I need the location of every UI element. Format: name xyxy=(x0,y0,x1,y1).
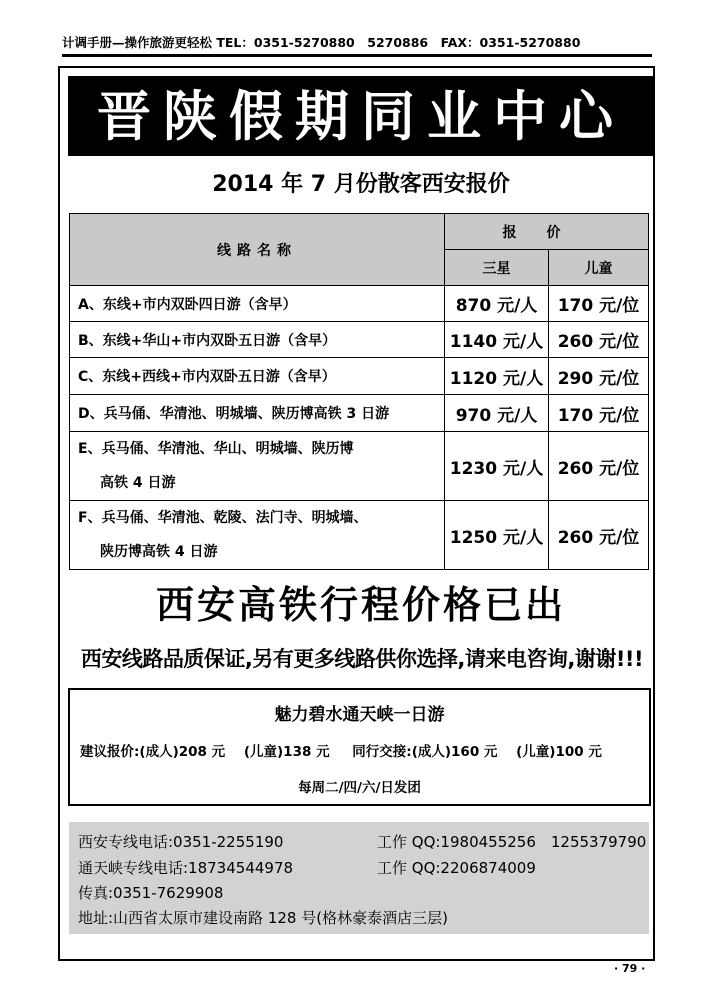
adult-price: 1250 元/人 xyxy=(445,501,549,570)
route-line: D、兵马俑、华清池、明城墙、陕历博高铁 3 日游 xyxy=(78,406,390,422)
child-price: 260 元/位 xyxy=(549,501,649,570)
table-row xyxy=(70,395,649,432)
child-price: 170 元/位 xyxy=(549,395,649,432)
child-price: 260 元/位 xyxy=(549,432,649,501)
route-name xyxy=(70,501,445,570)
route-line-continued: 陕历博高铁 4 日游 xyxy=(100,544,218,560)
route-name xyxy=(70,395,445,432)
route-line: F、兵马俑、华清池、乾陵、法门寺、明城墙、 xyxy=(78,510,368,526)
route-name xyxy=(70,432,445,501)
route-line: E、兵马俑、华清池、华山、明城墙、陕历博 xyxy=(78,441,354,457)
child-column-header: 儿童 xyxy=(549,250,649,286)
route-line: A、东线+市内双卧四日游（含早） xyxy=(78,296,297,313)
tongtianxia-hotline: 通天峡专线电话:18734544978 xyxy=(78,859,294,877)
route-line: B、东线+华山+市内双卧五日游（含早） xyxy=(78,332,337,349)
trade-adult-price: (成人)160 元 xyxy=(411,744,498,760)
suggest-adult-price: (成人)208 元 xyxy=(139,744,226,760)
table-row xyxy=(70,286,649,322)
fax-number: 传真:0351-7629908 xyxy=(78,884,224,902)
headline-slogan: 西安高铁行程价格已出 xyxy=(155,583,566,627)
trade-label: 同行交接: xyxy=(352,744,412,760)
work-qq-secondary: 工作 QQ:2206874009 xyxy=(377,859,536,877)
agency-banner: 晋陕假期同业中心 xyxy=(68,76,654,156)
route-line-continued: 高铁 4 日游 xyxy=(100,475,176,491)
child-price: 170 元/位 xyxy=(549,286,649,322)
trade-child-price: (儿童)100 元 xyxy=(516,744,602,760)
suggest-child-price: (儿童)138 元 xyxy=(243,744,330,760)
contact-panel xyxy=(69,822,649,934)
promo-title: 魅力碧水通天峡一日游 xyxy=(274,705,445,725)
sub-slogan: 西安线路品质保证,另有更多线路供你选择,请来电咨询,谢谢!!! xyxy=(80,647,644,671)
route-name xyxy=(70,322,445,358)
page-header: 计调手册—操作旅游更轻松 TEL：0351-5270880 5270886 FAX：0351-5270880 xyxy=(62,32,652,57)
price-table-title: 2014 年 7 月份散客西安报价 xyxy=(212,172,510,197)
promo-box xyxy=(68,688,651,806)
adult-price: 1120 元/人 xyxy=(445,358,549,395)
xian-hotline: 西安专线电话:0351-2255190 xyxy=(78,833,284,851)
price-column-header: 报价 xyxy=(445,214,649,250)
page-number: · 79 · xyxy=(614,962,646,975)
adult-price: 870 元/人 xyxy=(445,286,549,322)
price-table xyxy=(69,213,649,570)
suggest-label: 建议报价: xyxy=(80,744,140,760)
adult-price: 970 元/人 xyxy=(445,395,549,432)
promo-schedule: 每周二/四/六/日发团 xyxy=(298,780,421,796)
office-address: 地址:山西省太原市建设南路 128 号(格林豪泰酒店三层) xyxy=(78,909,448,927)
table-row xyxy=(70,322,649,358)
adult-price: 1140 元/人 xyxy=(445,322,549,358)
table-row xyxy=(70,501,649,570)
child-price: 290 元/位 xyxy=(549,358,649,395)
route-column-header: 线路名称 xyxy=(70,214,445,286)
work-qq-primary: 工作 QQ:1980455256 1255379790 xyxy=(377,833,647,851)
promo-price-line xyxy=(80,740,646,760)
route-line: C、东线+西线+市内双卧五日游（含早） xyxy=(78,369,336,385)
adult-column-header: 三星 xyxy=(445,250,549,286)
route-name xyxy=(70,286,445,322)
route-name xyxy=(70,358,445,395)
child-price: 260 元/位 xyxy=(549,322,649,358)
table-row xyxy=(70,358,649,395)
adult-price: 1230 元/人 xyxy=(445,432,549,501)
table-row xyxy=(70,432,649,501)
